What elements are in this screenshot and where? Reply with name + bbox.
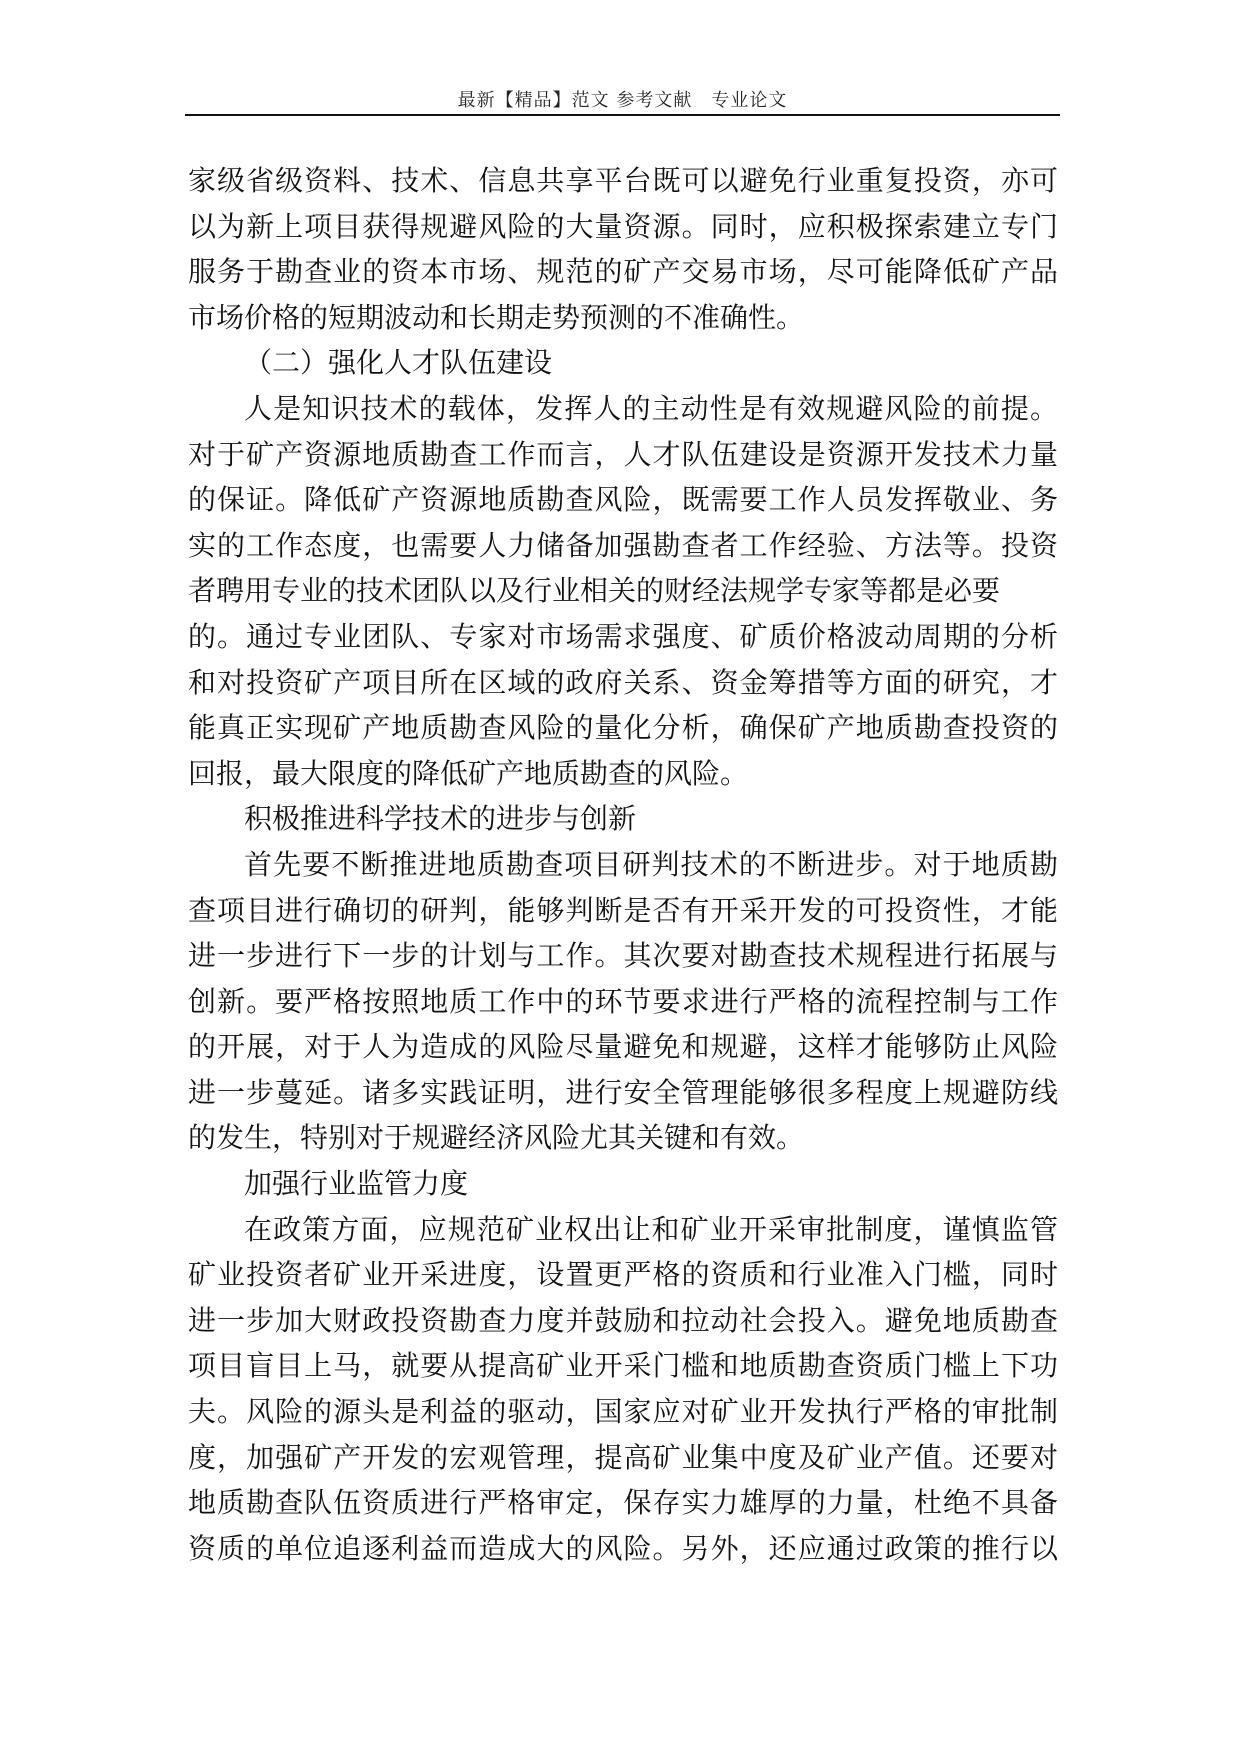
body-line: 资质的单位追逐利益而造成大的风险。另外，还应通过政策的推行以	[188, 1531, 1058, 1565]
body-line: 项目盲目上马，就要从提高矿业开采门槛和地质勘查资质门槛上下功	[188, 1349, 1058, 1383]
body-line: 的保证。降低矿产资源地质勘查风险，既需要工作人员发挥敬业、务	[188, 483, 1058, 517]
body-line: 的。通过专业团队、专家对市场需求强度、矿质价格波动周期的分析	[188, 619, 1058, 653]
body-line: 回报，最大限度的降低矿产地质勘查的风险。	[188, 756, 749, 790]
body-line: 对于矿产资源地质勘查工作而言，人才队伍建设是资源开发技术力量	[188, 437, 1058, 471]
body-line: 地质勘查队伍资质进行严格审定，保存实力雄厚的力量，杜绝不具备	[188, 1486, 1058, 1520]
header-rule	[185, 114, 1060, 116]
body-line: 家级省级资料、技术、信息共享平台既可以避免行业重复投资，亦可	[188, 164, 1058, 197]
body-line: 查项目进行确切的研判，能够判断是否有开采开发的可投资性，才能	[188, 893, 1058, 927]
body-line: 实的工作态度，也需要人力储备加强勘查者工作经验、方法等。投资	[188, 528, 1058, 562]
body-line: 市场价格的短期波动和长期走势预测的不准确性。	[188, 300, 805, 334]
body-line: 进一步蔓延。诸多实践证明，进行安全管理能够很多程度上规避防线	[188, 1075, 1058, 1109]
body-line: 以为新上项目获得规避风险的大量资源。同时，应积极探索建立专门	[188, 209, 1058, 243]
body-line: 首先要不断推进地质勘查项目研判技术的不断进步。对于地质勘	[244, 847, 1058, 881]
section-heading: （二）强化人才队伍建设	[244, 346, 553, 380]
body-line: 服务于勘查业的资本市场、规范的矿产交易市场，尽可能降低矿产品	[188, 255, 1058, 289]
body-line: 矿业投资者矿业开采进度，设置更严格的资质和行业准入门槛，同时	[188, 1258, 1058, 1292]
body-line: 能真正实现矿产地质勘查风险的量化分析，确保矿产地质勘查投资的	[188, 711, 1058, 745]
body-line: 进一步进行下一步的计划与工作。其次要对勘查技术规程进行拓展与	[188, 939, 1058, 973]
body-line: 的发生，特别对于规避经济风险尤其关键和有效。	[188, 1121, 805, 1155]
body-line: 的开展，对于人为造成的风险尽量避免和规避，这样才能够防止风险	[188, 1030, 1058, 1064]
page-header: 最新【精品】范文 参考文献 专业论文	[457, 90, 788, 111]
body-line: 者聘用专业的技术团队以及行业相关的财经法规学专家等都是必要	[188, 574, 1001, 608]
body-line: 在政策方面，应规范矿业权出让和矿业开采审批制度，谨慎监管	[244, 1212, 1058, 1246]
body-line: 和对投资矿产项目所在区域的政府关系、资金筹措等方面的研究，才	[188, 665, 1058, 699]
body-line: 进一步加大财政投资勘查力度并鼓励和拉动社会投入。避免地质勘查	[188, 1303, 1058, 1337]
document-body	[188, 158, 1058, 1571]
section-heading: 积极推进科学技术的进步与创新	[244, 802, 637, 836]
body-line: 人是知识技术的载体，发挥人的主动性是有效规避风险的前提。	[244, 391, 1058, 425]
body-line: 创新。要严格按照地质工作中的环节要求进行严格的流程控制与工作	[188, 984, 1058, 1018]
body-line: 夫。风险的源头是利益的驱动，国家应对矿业开发执行严格的审批制	[188, 1395, 1058, 1429]
section-heading: 加强行业监管力度	[244, 1167, 469, 1201]
body-line: 度，加强矿产开发的宏观管理，提高矿业集中度及矿业产值。还要对	[188, 1440, 1058, 1474]
